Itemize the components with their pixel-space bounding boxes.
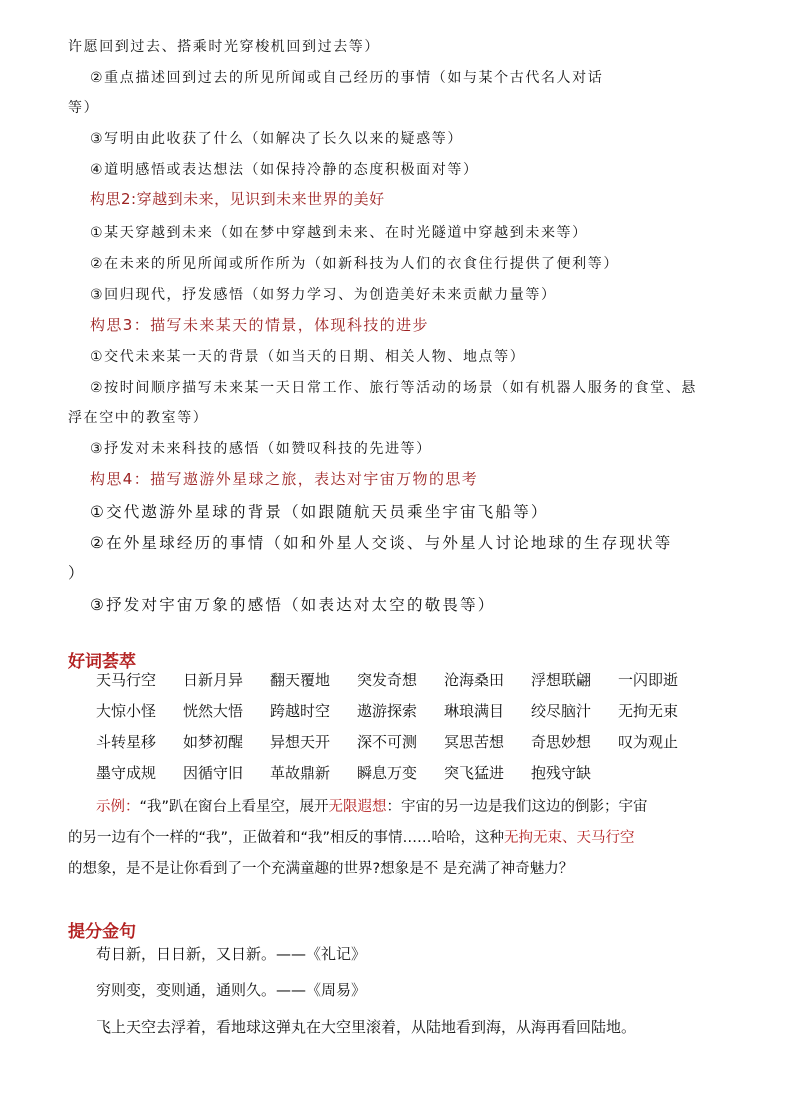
word-item: 翻天覆地 (270, 671, 331, 689)
text-line: ③回归现代，抒发感悟（如努力学习、为创造美好未来贡献力量等） (90, 287, 557, 303)
quote-line: 飞上天空去浮着，看地球这弹丸在大空里滚着，从陆地看到海，从海再看回陆地。 (96, 1018, 637, 1036)
word-item: 奇思妙想 (531, 733, 592, 751)
text-line: 等） (68, 100, 100, 116)
text-line: ②在外星球经历的事情（如和外星人交谈、与外星人讨论地球的生存现状等 (90, 534, 673, 552)
text-line: ①交代遨游外星球的背景（如跟随航天员乘坐宇宙飞船等） (90, 503, 549, 521)
example-line-3: 的想象，是不是让你看到了一个充满童趣的世界?想象是不 是充满了神奇魅力？ (68, 861, 574, 877)
text-line: ②在未来的所见所闻或所作所为（如新科技为人们的衣食住行提供了便利等） (90, 256, 619, 272)
word-row (96, 700, 705, 721)
word-item: 革故鼎新 (270, 764, 331, 782)
example-highlight: 无限遐想 (328, 799, 387, 815)
word-item: 无拘无束 (618, 702, 679, 720)
word-item: 叹为观止 (618, 733, 679, 751)
text-line: ②按时间顺序描写未来某一天日常工作、旅行等活动的场景（如有机器人服务的食堂、悬 (90, 380, 697, 396)
word-item: 突发奇想 (357, 671, 418, 689)
word-row (96, 731, 705, 752)
section-title-golden-sentences: 提分金句 (68, 922, 136, 942)
idea-heading-4: 构思4：描写遨游外星球之旅，表达对宇宙万物的思考 (90, 470, 479, 488)
text-line: ④道明感悟或表达想法（如保持冷静的态度积极面对等） (90, 162, 479, 178)
word-item: 琳琅满目 (444, 702, 505, 720)
word-item: 如梦初醒 (183, 733, 244, 751)
idea-heading-2: 构思2:穿越到未来，见识到未来世界的美好 (90, 190, 385, 208)
text-line: ） (68, 564, 86, 582)
quote-line: 穷则变，变则通，通则久。——《周易》 (96, 981, 367, 999)
word-item: 跨越时空 (270, 702, 331, 720)
word-item: 异想天开 (270, 733, 331, 751)
example-highlight: 无拘无束、天马行空 (504, 830, 635, 846)
word-row (96, 669, 705, 690)
word-item: 日新月异 (183, 671, 244, 689)
idea-heading-3: 构思3：描写未来某天的情景，体现科技的进步 (90, 316, 429, 334)
example-line-1 (96, 795, 648, 816)
text-line: ①交代未来某一天的背景（如当天的日期、相关人物、地点等） (90, 349, 526, 365)
example-text: ：宇宙的另一边是我们这边的倒影；宇宙 (386, 799, 648, 815)
section-title-good-words: 好词荟萃 (68, 652, 136, 672)
word-item: 大惊小怪 (96, 702, 157, 720)
word-item: 一闪即逝 (618, 671, 679, 689)
word-item: 突飞猛进 (444, 764, 505, 782)
word-item: 天马行空 (96, 671, 157, 689)
word-item: 浮想联翩 (531, 671, 592, 689)
example-text: “我”趴在窗台上看星空，展开 (139, 799, 329, 815)
example-text: 的另一边有个一样的“我”，正做着和“我”相反的事情……哈哈，这种 (68, 830, 505, 846)
word-item: 恍然大悟 (183, 702, 244, 720)
word-item: 绞尽脑汁 (531, 702, 592, 720)
word-item: 斗转星移 (96, 733, 157, 751)
word-item: 墨守成规 (96, 764, 157, 782)
word-item: 瞬息万变 (357, 764, 418, 782)
text-line: ③写明由此收获了什么（如解决了长久以来的疑惑等） (90, 131, 463, 147)
text-line: ③抒发对未来科技的感悟（如赞叹科技的先进等） (90, 441, 432, 457)
word-item: 沧海桑田 (444, 671, 505, 689)
word-item: 深不可测 (357, 733, 418, 751)
text-line: ①某天穿越到未来（如在梦中穿越到未来、在时光隧道中穿越到未来等） (90, 225, 588, 241)
text-line: 许愿回到过去、搭乘时光穿梭机回到过去等） (68, 39, 380, 55)
example-line-2 (68, 826, 635, 847)
word-item: 因循守旧 (183, 764, 244, 782)
word-row (96, 762, 618, 783)
word-item: 遨游探索 (357, 702, 418, 720)
text-line: ②重点描述回到过去的所见所闻或自己经历的事情（如与某个古代名人对话 (90, 70, 604, 86)
word-item: 抱残守缺 (531, 764, 592, 782)
example-label: 示例： (96, 799, 140, 815)
text-line: 浮在空中的教室等） (68, 410, 209, 426)
quote-line: 苟日新，日日新，又日新。——《礼记》 (96, 945, 367, 963)
word-item: 冥思苦想 (444, 733, 505, 751)
text-line: ③抒发对宇宙万象的感悟（如表达对太空的敬畏等） (90, 596, 496, 614)
